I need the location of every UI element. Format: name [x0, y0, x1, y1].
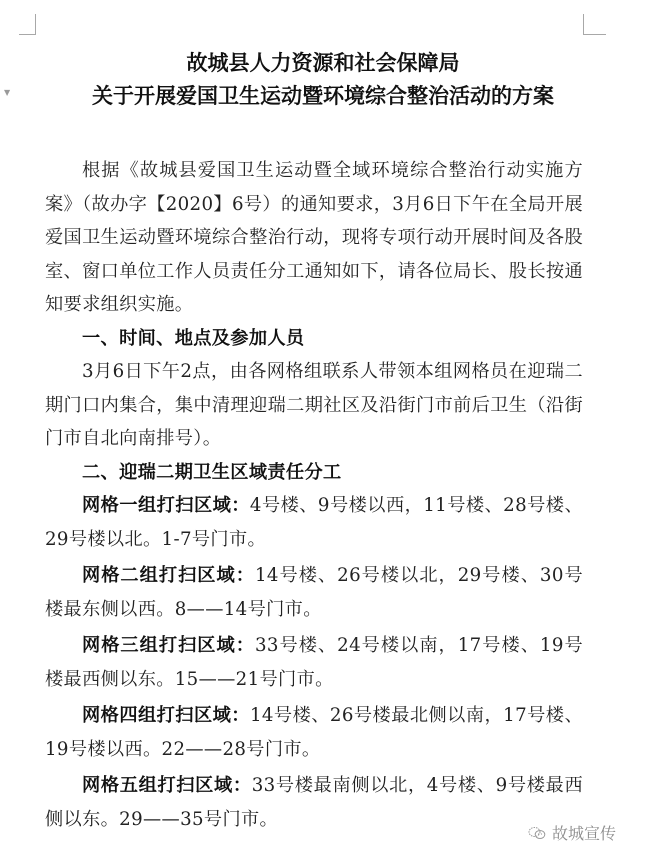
section1-heading: 一、时间、地点及参加人员 — [82, 327, 305, 349]
page-corner-mark-top-left — [19, 14, 36, 35]
document-body — [45, 154, 583, 836]
document-title-subject: 关于开展爱国卫生运动暨环境综合整治活动的方案 — [92, 83, 554, 108]
group-label-4: 网格四组打扫区域： — [82, 705, 250, 726]
watermark-text: 故城宣传 — [552, 824, 617, 843]
page-corner-mark-top-right — [583, 14, 606, 35]
group-text-1: 4号楼、9号楼以西，11号楼、28号楼、29号楼以北。1-7号门市。 — [45, 495, 583, 550]
group-paragraph-1 — [45, 489, 583, 556]
group-paragraph-5 — [45, 769, 583, 836]
group-text-2: 14号楼、26号楼以北，29号楼、30号楼最东侧以西。8——14号门市。 — [45, 565, 583, 620]
paragraph-marker-icon: ▼ — [4, 88, 11, 97]
watermark — [528, 821, 616, 844]
intro-paragraph: 根据《故城县爱国卫生运动暨全域环境综合整治行动实施方案》（故办字【2020】6号）的通知要求，3月6日下午在全局开展爱国卫生运动暨环境综合整治行动，现将专项行动开展时间及各股室、窗口单位工作人员责任分工通知如下，请各位局长、股长按通知要求组织实施。 — [45, 160, 583, 315]
group-label-5: 网格五组打扫区域： — [82, 775, 252, 796]
group-text-3: 33号楼、24号楼以南，17号楼、19号楼最西侧以东。15——21号门市。 — [45, 635, 583, 690]
group-paragraph-2 — [45, 559, 583, 626]
group-text-4: 14号楼、26号楼最北侧以南，17号楼、19号楼以西。22——28号门市。 — [45, 705, 583, 760]
group-label-3: 网格三组打扫区域： — [82, 635, 255, 656]
section2-heading: 二、迎瑞二期卫生区域责任分工 — [82, 461, 342, 483]
group-label-2: 网格二组打扫区域： — [82, 565, 255, 586]
section1-text: 3月6日下午2点，由各网格组联系人带领本组网格员在迎瑞二期门口内集合，集中清理迎瑞二期社区及沿街门市前后卫生（沿街门市自北向南排号）。 — [45, 361, 583, 449]
group-label-1: 网格一组打扫区域： — [82, 495, 250, 516]
document-title-issuer: 故城县人力资源和社会保障局 — [186, 50, 460, 75]
wechat-icon — [528, 826, 546, 840]
group-paragraph-4 — [45, 699, 583, 766]
group-text-5: 33号楼最南侧以北，4号楼、9号楼最西侧以东。29——35号门市。 — [45, 775, 583, 830]
group-paragraph-3 — [45, 629, 583, 696]
